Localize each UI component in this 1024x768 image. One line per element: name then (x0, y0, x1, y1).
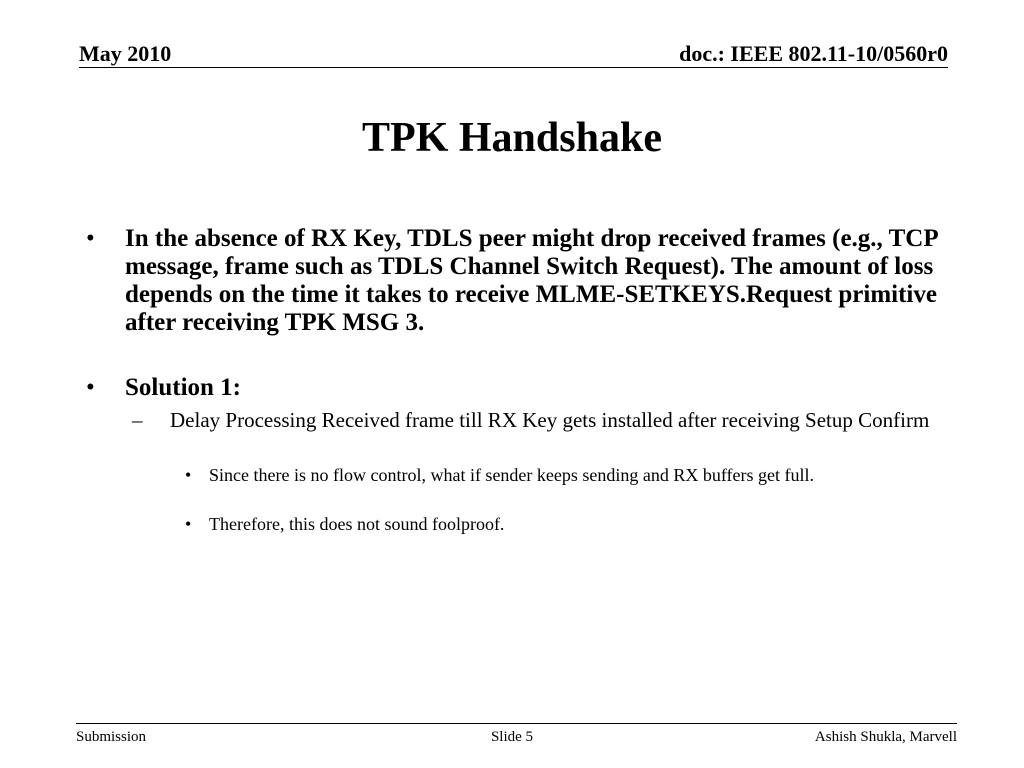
slide-title: TPK Handshake (362, 115, 662, 161)
header-rule (79, 67, 948, 68)
sub-sub-bullet-not-foolproof: • Therefore, this does not sound foolproof. (209, 513, 949, 535)
footer-author: Ashish Shukla, Marvell (814, 729, 957, 745)
bullet-solution-1: • Solution 1: (125, 374, 965, 402)
sub-sub-bullet-flow-control: • Since there is no flow control, what if sender keeps sending and RX buffers get full. (209, 464, 949, 486)
footer-submission: Submission (76, 729, 147, 745)
footer-slide-number: Slide 5 (490, 729, 534, 745)
header-date: May 2010 (79, 41, 172, 66)
footer-rule (76, 723, 957, 724)
sub-bullet-delay-processing: – Delay Processing Received frame till RX Key gets installed after receiving Setup Confirm (170, 408, 930, 433)
header-doc-id: doc.: IEEE 802.11-10/0560r0 (679, 41, 948, 66)
bullet-rx-key-loss: • In the absence of RX Key, TDLS peer might drop received frames (e.g., TCP message, frame such as TDLS Channel Switch Request). The amount of loss depends on the time it takes to receive MLME-SETKEYS.Request primitive after receiving TPK MSG 3. (125, 225, 965, 337)
